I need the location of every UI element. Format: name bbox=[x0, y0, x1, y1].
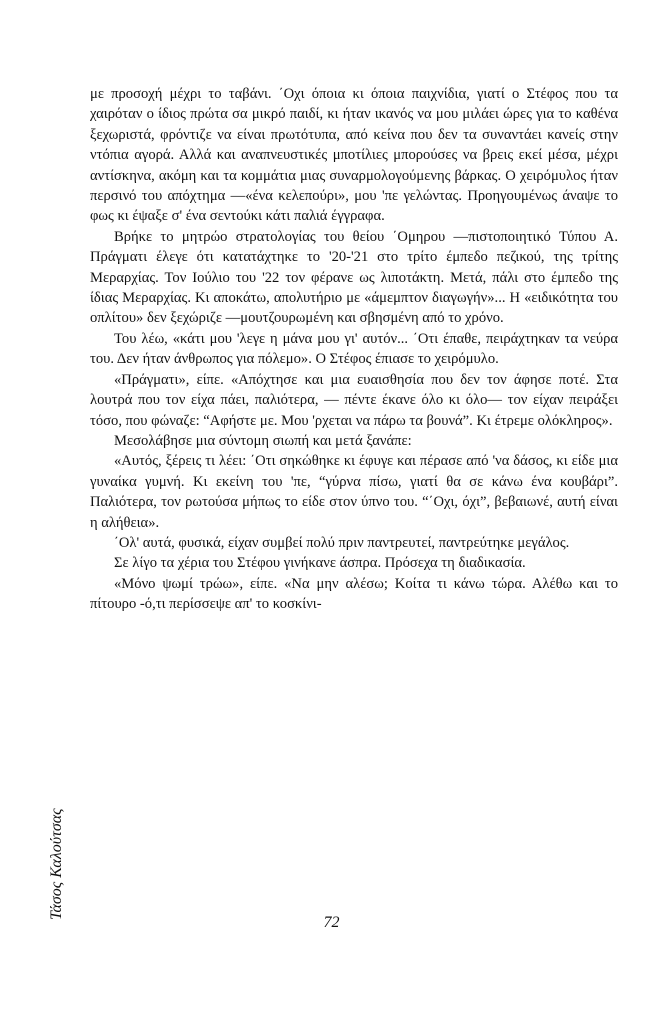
paragraph-9: «Μόνο ψωμί τρώω», είπε. «Να μην αλέσω; Κοίτα τι κάνω τώρα. Αλέθω και το πίτουρο -ό,τι περίσσεψε απ' το κοσκίνι- bbox=[90, 575, 618, 613]
paragraph-6: «Αυτός, ξέρεις τι λέει: ΄Οτι σηκώθηκε κι έφυγε και πέρασε από 'να δάσος, κι είδε μια γυναίκα γυμνή. Κι εκείνη του 'πε, “γύρνα πίσω, γιατί θα σε κάνω ένα κουβάρι”. Παλιότερα, τον ρωτούσα μήπως το είδε στον ύπνο του. “΄Οχι, όχι”, βεβαιωνέ, αυτή είναι η αλήθεια». bbox=[90, 453, 618, 531]
paragraph-1: με προσοχή μέχρι το ταβάνι. ΄Οχι όποια κι όποια παιχνίδια, γιατί ο Στέφος που τα χαιρόταν ο ίδιος πρώτα σα μικρό παιδί, κι ήταν ικανός να μου μιλάει ώρες για το καθένα ξεχωριστά, φρόντιζε να είναι πρωτότυπα, από κείνα που δεν τα συναντάει κανείς στην ντόπια αγορά. Αλλά και αναπνευστικές μποτίλιες μπορούσες να βρεις εκεί μέσα, μέχρι αντίσκηνα, ακόμη και τα κομμάτια μιας συναρμολογούμενης βάρκας. Ο χειρόμυλος ήταν περσινό του απόχτημα —«ένα κελεπούρι», μου 'πε γελώντας. Προηγουμένως άναψε το φως κι έψαξε σ' ένα σεντούκι κάτι παλιά έγγραφα. bbox=[90, 86, 618, 225]
paragraph-8: Σε λίγο τα χέρια του Στέφου γινήκανε άσπρα. Πρόσεχα τη διαδικασία. bbox=[114, 555, 526, 572]
paragraph-5: Μεσολάβησε μια σύντομη σιωπή και μετά ξανάπε: bbox=[114, 432, 412, 449]
paragraph-7: ΄Ολ' αυτά, φυσικά, είχαν συμβεί πολύ πριν παντρευτεί, παντρεύτηκε μεγάλος. bbox=[114, 534, 570, 551]
body-text bbox=[90, 84, 618, 615]
paragraph-2: Βρήκε το μητρώο στρατολογίας του θείου ΄Ομηρου —πιστοποιητικό Τύπου Α. Πράγματι έλεγε ότι κατατάχτηκε το '20-'21 στο τρίτο έμπεδο πεζικού, της τρίτης Μεραρχίας. Τον Ιούλιο του '22 τον φέρανε ως λιποτάκτη. Μετά, πάλι στο έμπεδο της ίδιας Μεραρχίας. Κι αποκάτω, απολυτήριο με «άμεμπτον διαγωγήν»... Η «ειδικότητα του οπλίτου» δεν ξεχώριζε —μουτζουρωμένη και σβησμένη από το χρόνο. bbox=[90, 228, 618, 327]
page-number: 72 bbox=[323, 914, 340, 931]
running-head-author: Τάσος Καλούτσας bbox=[48, 808, 65, 920]
paragraph-4: «Πράγματι», είπε. «Απόχτησε και μια ευαισθησία που δεν τον άφησε ποτέ. Στα λουτρά που τον είχα πάει, παλιότερα, — πέντε έκανε όλο κι όλο— τον είχαν πειράξει τόσο, που φώναζε: “Αφήστε με. Μου 'ρχεται να πάρω τα βουνά”. Κι έτρεμε ολόκληρος». bbox=[90, 371, 618, 429]
paragraph-3: Του λέω, «κάτι μου 'λεγε η μάνα μου γι' αυτόν... ΄Οτι έπαθε, πειράχτηκαν τα νεύρα του. Δεν ήταν άνθρωπος για πόλεμο». Ο Στέφος έπιασε το χειρόμυλο. bbox=[90, 330, 618, 368]
